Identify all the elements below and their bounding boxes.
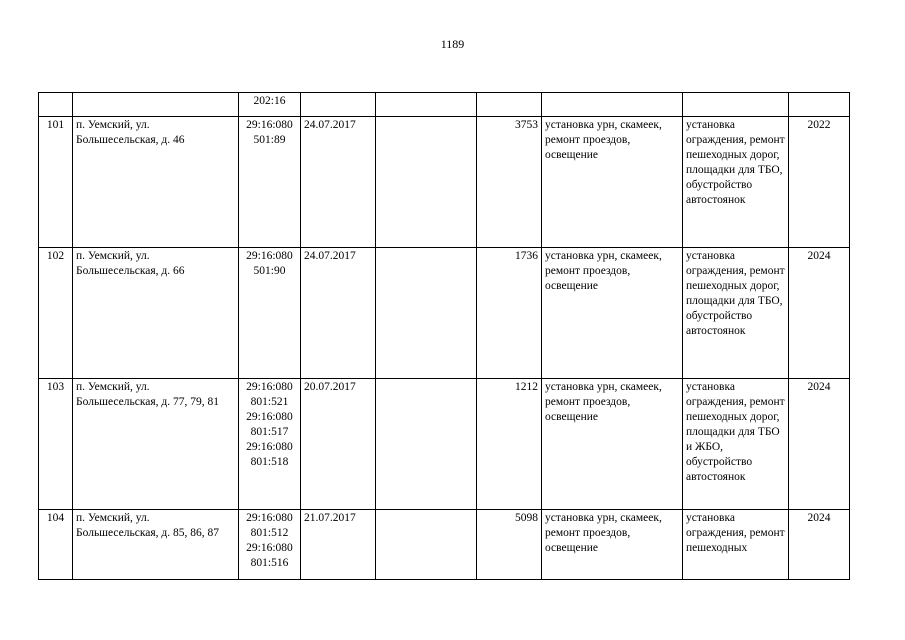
cell-additional: установка ограждения, ремонт пешеходных [683,510,789,580]
cell-year [789,93,850,117]
cell-area: 3753 [477,117,542,248]
cadastral-line: 501:90 [253,265,286,277]
cell-num: 103 [39,379,73,510]
cell-date: 21.07.2017 [301,510,376,580]
cadastral-line: 801:512 [250,527,289,539]
cell-address: п. Уемский, ул. Большесельская, д. 66 [73,248,239,379]
cell-blank [376,117,477,248]
cell-additional: установка ограждения, ремонт пешеходных дорог, площадки для ТБО и ЖБО, обустройство автостоянок [683,379,789,510]
cell-cadastral [239,379,301,510]
cell-num: 101 [39,117,73,248]
table-row [39,248,850,379]
table-row [39,379,850,510]
cadastral-line: 29:16:080 [246,512,293,524]
cell-blank [376,379,477,510]
cell-additional [683,93,789,117]
cell-year: 2024 [789,510,850,580]
cadastral-line: 29:16:080 [246,119,293,131]
cell-cadastral: 202:16 [239,93,301,117]
cell-area: 1212 [477,379,542,510]
cell-improvements [542,93,683,117]
cadastral-line: 29:16:080 [246,381,293,393]
cell-address: п. Уемский, ул. Большесельская, д. 46 [73,117,239,248]
cell-area: 5098 [477,510,542,580]
cell-date: 24.07.2017 [301,248,376,379]
cell-improvements: установка урн, скамеек, ремонт проездов, освещение [542,510,683,580]
table-row [39,117,850,248]
cell-year: 2022 [789,117,850,248]
cell-additional: установка ограждения, ремонт пешеходных дорог, площадки для ТБО, обустройство автостоянок [683,248,789,379]
cell-address [73,93,239,117]
cell-num: 102 [39,248,73,379]
cadastral-line: 801:518 [250,456,289,468]
cadastral-line: 801:517 [250,426,289,438]
cell-area [477,93,542,117]
cadastral-line: 29:16:080 [246,411,293,423]
cell-num: 104 [39,510,73,580]
cell-blank [376,248,477,379]
cell-cadastral [239,117,301,248]
cadastral-line: 29:16:080 [246,542,293,554]
page-number: 1189 [440,37,465,51]
cell-area: 1736 [477,248,542,379]
cell-blank [376,510,477,580]
cadastral-line: 501:89 [253,134,286,146]
cadastral-line: 29:16:080 [246,250,293,262]
cell-year: 2024 [789,379,850,510]
cell-year: 2024 [789,248,850,379]
cell-blank [376,93,477,117]
cadastral-line: 29:16:080 [246,441,293,453]
cell-date: 20.07.2017 [301,379,376,510]
cell-cadastral [239,248,301,379]
cell-date [301,93,376,117]
cell-address: п. Уемский, ул. Большесельская, д. 85, 86, 87 [73,510,239,580]
registry-table [38,92,850,580]
cell-cadastral [239,510,301,580]
cell-improvements: установка урн, скамеек, ремонт проездов, освещение [542,117,683,248]
cell-improvements: установка урн, скамеек, ремонт проездов, освещение [542,248,683,379]
cell-address: п. Уемский, ул. Большесельская, д. 77, 79, 81 [73,379,239,510]
cadastral-line: 801:521 [250,396,289,408]
cell-num [39,93,73,117]
table-row [39,510,850,580]
cell-additional: установка ограждения, ремонт пешеходных дорог, площадки для ТБО, обустройство автостоянок [683,117,789,248]
cell-date: 24.07.2017 [301,117,376,248]
cell-improvements: установка урн, скамеек, ремонт проездов, освещение [542,379,683,510]
cadastral-line: 801:516 [250,557,289,569]
continuation-row [39,93,850,117]
